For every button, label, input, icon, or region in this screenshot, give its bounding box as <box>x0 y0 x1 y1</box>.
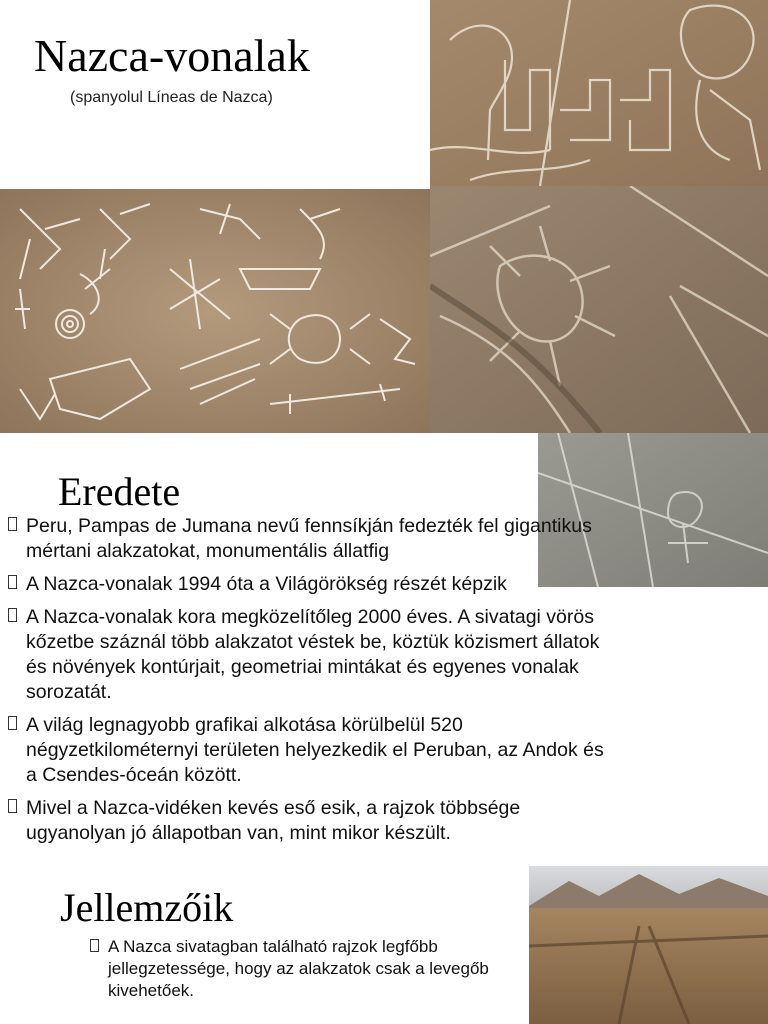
bullet-box-icon <box>8 575 17 589</box>
bullet-text: Peru, Pampas de Jumana nevű fennsíkján fedezték fel gigantikus mértani alakzatokat, monumentális állatfig <box>26 515 592 562</box>
list-item <box>6 605 606 705</box>
features-bullet-list <box>88 936 558 1010</box>
section-heading-features: Jellemzőik <box>60 885 234 930</box>
bullet-text: A Nazca-vonalak kora megközelítőleg 2000 éves. A sivatagi vörös kőzetbe száznál több alakzatot véstek be, köztük közismert állatok és növények kontúrjait, geometriai mintákat és egyenes vonalak sorozatát. <box>26 606 600 703</box>
bullet-box-icon <box>8 608 17 622</box>
bullet-text: A világ legnagyobb grafikai alkotása körülbelül 520 négyzetkilométernyi területen helyezkedik el Peruban, az Andok és a Csendes-óceán között. <box>26 714 604 786</box>
desert-lines-photo <box>529 866 768 1024</box>
spider-geoglyph-photo <box>430 186 768 433</box>
section-heading-origin: Eredete <box>58 469 181 514</box>
list-item <box>6 796 606 846</box>
bullet-text: Mivel a Nazca-vidéken kevés eső esik, a rajzok többsége ugyanolyan jó állapotban van, mint mikor készült. <box>26 797 521 844</box>
list-item <box>88 936 558 1002</box>
bullet-box-icon <box>8 716 17 730</box>
bullet-box-icon <box>8 799 17 813</box>
bullet-box-icon <box>90 939 99 952</box>
list-item <box>6 713 606 788</box>
bullet-box-icon <box>8 517 17 531</box>
list-item <box>6 572 606 597</box>
page-title: Nazca-vonalak <box>34 30 310 81</box>
bullet-text: A Nazca sivatagban található rajzok legfőbb jellegzetessége, hogy az alakzatok csak a levegőb kivehetőek. <box>108 937 489 1000</box>
bullet-text: A Nazca-vonalak 1994 óta a Világörökség részét képzik <box>26 573 507 595</box>
page-subtitle: (spanyolul Líneas de Nazca) <box>70 89 273 106</box>
figures-collage-photo <box>0 189 430 433</box>
list-item <box>6 514 606 564</box>
monkey-geoglyph-photo <box>430 0 768 186</box>
origin-bullet-list <box>6 514 606 854</box>
